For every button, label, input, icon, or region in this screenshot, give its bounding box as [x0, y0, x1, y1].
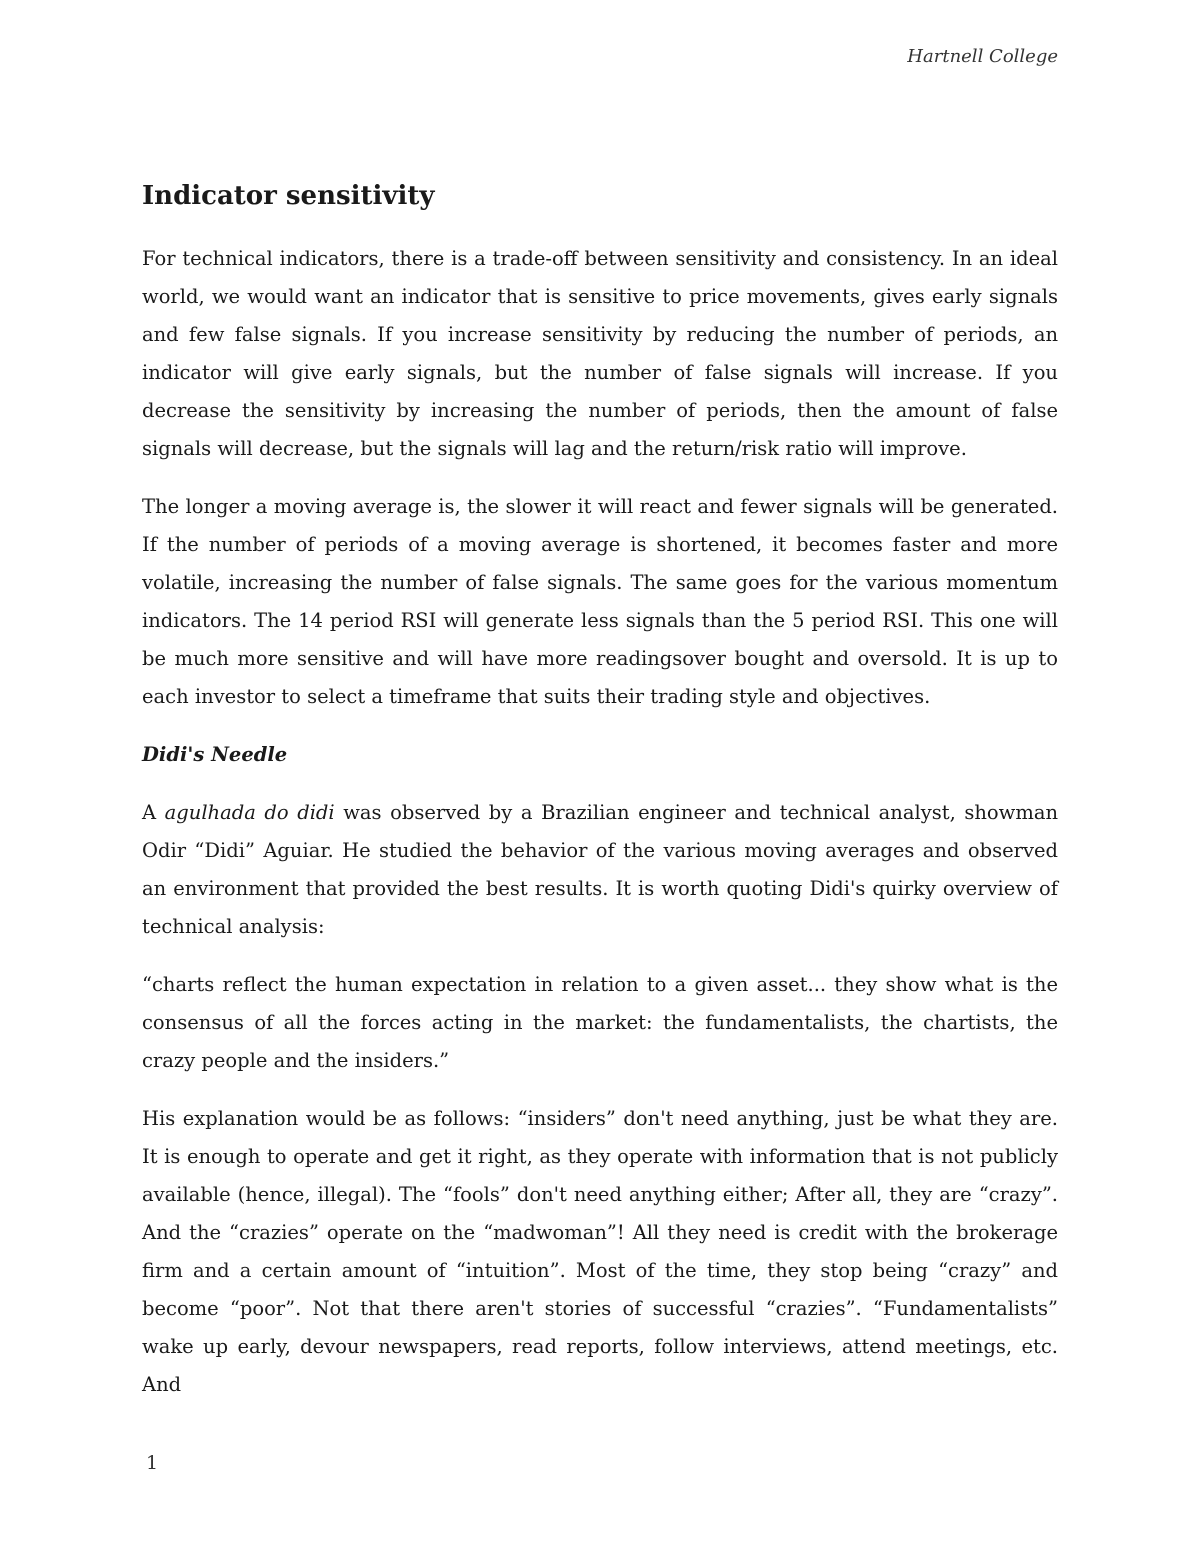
didi-intro-term: agulhada do didi — [164, 801, 335, 825]
paragraph-didi-explanation: His explanation would be as follows: “insiders” don't need anything, just be what they are. It is enough to operate and get it right, as they operate with information that is not publicly available (hence, illegal). The “fools” don't need anything either; After all, they are “crazy”. And the “crazies” operate on the “madwoman”! All they need is credit with the brokerage firm and a certain amount of “intuition”. Most of the time, they stop being “crazy” and become “poor”. Not that there aren't stories of successful “crazies”. “Fundamentalists” wake up early, devour newspapers, read reports, follow interviews, attend meetings, etc. And — [142, 1107, 1058, 1397]
subsection-title: Didi's Needle — [142, 743, 288, 767]
paragraph-sensitivity-tradeoff: For technical indicators, there is a trade-off between sensitivity and consistency. In an ideal world, we would want an indicator that is sensitive to price movements, gives early signals and few false signals. If you increase sensitivity by reducing the number of periods, an indicator will give early signals, but the number of false signals will increase. If you decrease the sensitivity by increasing the number of periods, then the amount of false signals will decrease, but the signals will lag and the return/risk ratio will improve. — [142, 247, 1058, 461]
running-header: Hartnell College — [907, 46, 1058, 67]
didi-intro-prefix: A — [142, 801, 165, 825]
didi-intro-rest: was observed by a Brazilian engineer and technical analyst, showman Odir “Didi” Aguiar. He studied the behavior of the various moving averages and observed an environment that provided the best results. It is worth quoting Didi's quirky overview of technical analysis: — [142, 801, 1059, 939]
page-content — [142, 178, 1058, 1424]
paragraph-moving-average: The longer a moving average is, the slower it will react and fewer signals will be generated. If the number of periods of a moving average is shortened, it becomes faster and more volatile, increasing the number of false signals. The same goes for the various momentum indicators. The 14 period RSI will generate less signals than the 5 period RSI. This one will be much more sensitive and will have more readingsover bought and oversold. It is up to each investor to select a timeframe that suits their trading style and objectives. — [142, 495, 1058, 709]
paragraph-didi-quote: “charts reflect the human expectation in relation to a given asset... they show what is the consensus of all the forces acting in the market: the fundamentalists, the chartists, the crazy people and the insiders.” — [142, 973, 1058, 1073]
section-title: Indicator sensitivity — [142, 181, 435, 211]
page-number: 1 — [146, 1452, 159, 1474]
paragraph-didi-intro — [142, 794, 1058, 946]
